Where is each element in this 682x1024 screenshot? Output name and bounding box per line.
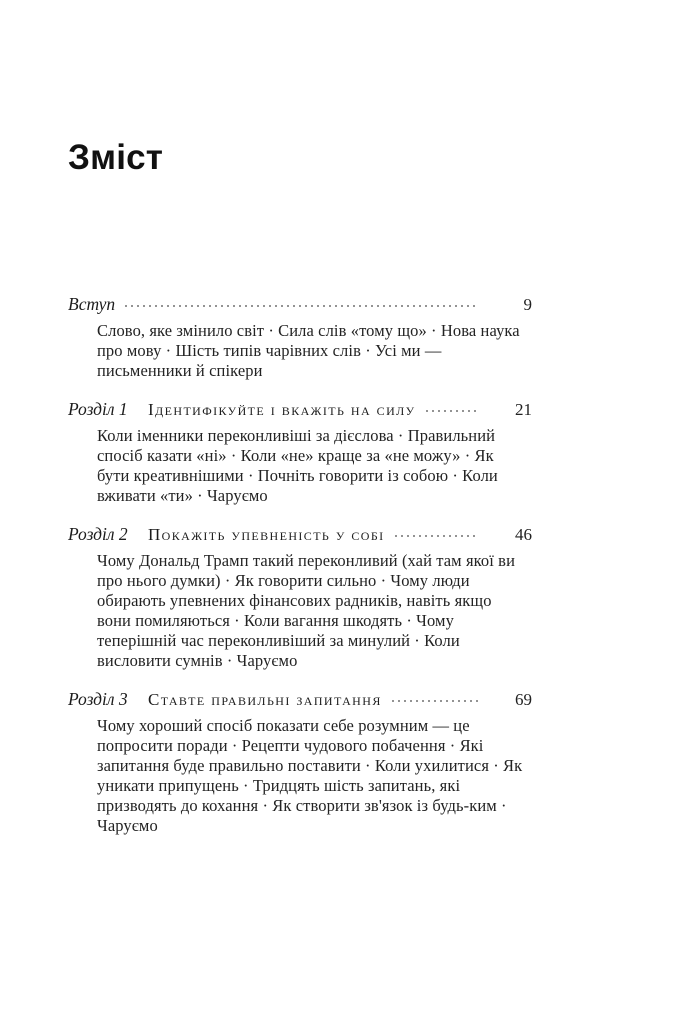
toc-entry-row[interactable] (68, 687, 532, 712)
toc-entry (68, 397, 532, 506)
toc-entry-label: Розділ 3 (68, 689, 128, 710)
toc-entry-summary: Коли іменники переконливіші за дієслова · Правильний спосіб казати «ні» · Коли «не» краще за «не можу» · Як бути креативнішими · Почніть говорити із собою · Коли вживати «ти» · Чаруємо (97, 426, 498, 506)
toc-entry-page: 46 (515, 525, 532, 545)
toc-entry-label: Розділ 1 (68, 399, 128, 420)
toc-entry (68, 522, 532, 671)
dotted-leader (395, 535, 478, 537)
toc-entry-summary: Чому хороший спосіб показати себе розумним — це попросити поради · Рецепти чудового побачення · Які запитання буде правильно поставити · Коли ухилитися · Як уникати припущень · Тридцять шість запитань, які призводять до кохання · Як створити зв'язок із будь-ким · Чаруємо (97, 716, 523, 836)
dotted-leader (125, 305, 478, 307)
toc-entry-page: 21 (515, 400, 532, 420)
dotted-leader (392, 700, 478, 702)
dotted-leader (426, 410, 478, 412)
toc-entry-row[interactable] (68, 397, 532, 422)
toc-list (68, 292, 532, 836)
toc-entry-page: 69 (515, 690, 532, 710)
toc-entry-label: Вступ (68, 294, 116, 315)
toc-entry-page: 9 (523, 295, 532, 315)
toc-entry-row[interactable] (68, 292, 532, 317)
toc-entry-title: Покажіть упевненість у собі (148, 525, 385, 545)
page-title: Зміст (68, 138, 164, 177)
toc-entry-summary: Слово, яке змінило світ · Сила слів «тому що» · Нова наука про мову · Шість типів чарівних слів · Усі ми — письменники й спікери (97, 321, 520, 381)
toc-entry-summary: Чому Дональд Трамп такий переконливий (хай там якої ви про нього думки) · Як говорити сильно · Чому люди обирають упевнених фінансових радників, навіть якщо вони помиляються · Коли вагання шкодять · Чому теперішній час переконливіший за минулий · Коли висловити сумнів · Чаруємо (97, 551, 515, 671)
toc-entry (68, 687, 532, 836)
toc-entry-title: Ставте правильні запитання (148, 690, 382, 710)
toc-entry-label: Розділ 2 (68, 524, 128, 545)
toc-entry-title: Ідентифікуйте і вкажіть на силу (148, 400, 416, 420)
toc-entry-row[interactable] (68, 522, 532, 547)
toc-entry (68, 292, 532, 381)
